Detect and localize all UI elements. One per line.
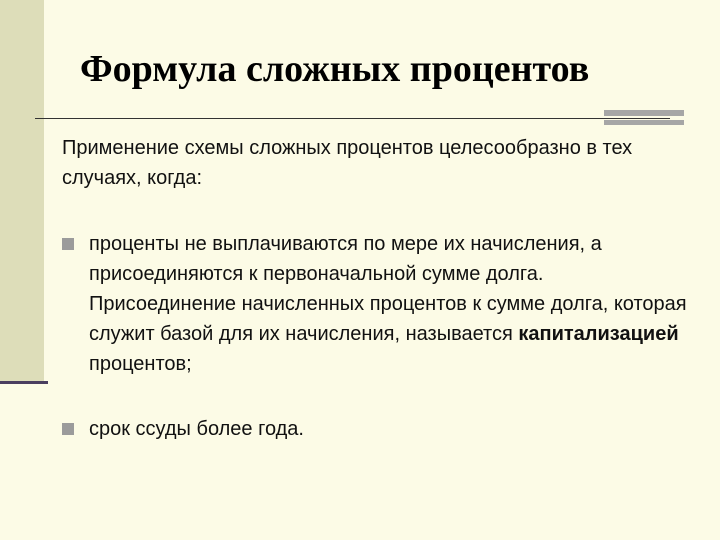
title-accent-bar-lower	[604, 120, 684, 125]
square-bullet-icon	[62, 423, 74, 435]
left-accent-underline	[0, 381, 48, 384]
bullet-item-capitalization	[62, 229, 702, 379]
slide-title: Формула сложных процентов	[80, 48, 590, 90]
bullet-text: срок ссуды более года.	[89, 418, 304, 440]
bullet-item-loan-term	[62, 414, 702, 444]
bullet-text-before: проценты не выплачиваются по мере их начисления, а присоединяются к первоначальной сумме долга. Присоединение начисленных процентов к сумме долга, которая служит базой для их начисления, называется	[89, 233, 687, 345]
bullet-text	[89, 229, 689, 379]
intro-text: Применение схемы сложных процентов целесообразно в тех случаях, когда:	[62, 137, 633, 189]
bullet-text-after: процентов;	[89, 353, 192, 375]
bullet-bold-term: капитализацией	[518, 323, 679, 345]
square-bullet-icon	[62, 238, 74, 250]
left-accent-band	[0, 0, 44, 382]
title-divider	[35, 118, 670, 119]
title-accent-bar	[604, 110, 684, 116]
